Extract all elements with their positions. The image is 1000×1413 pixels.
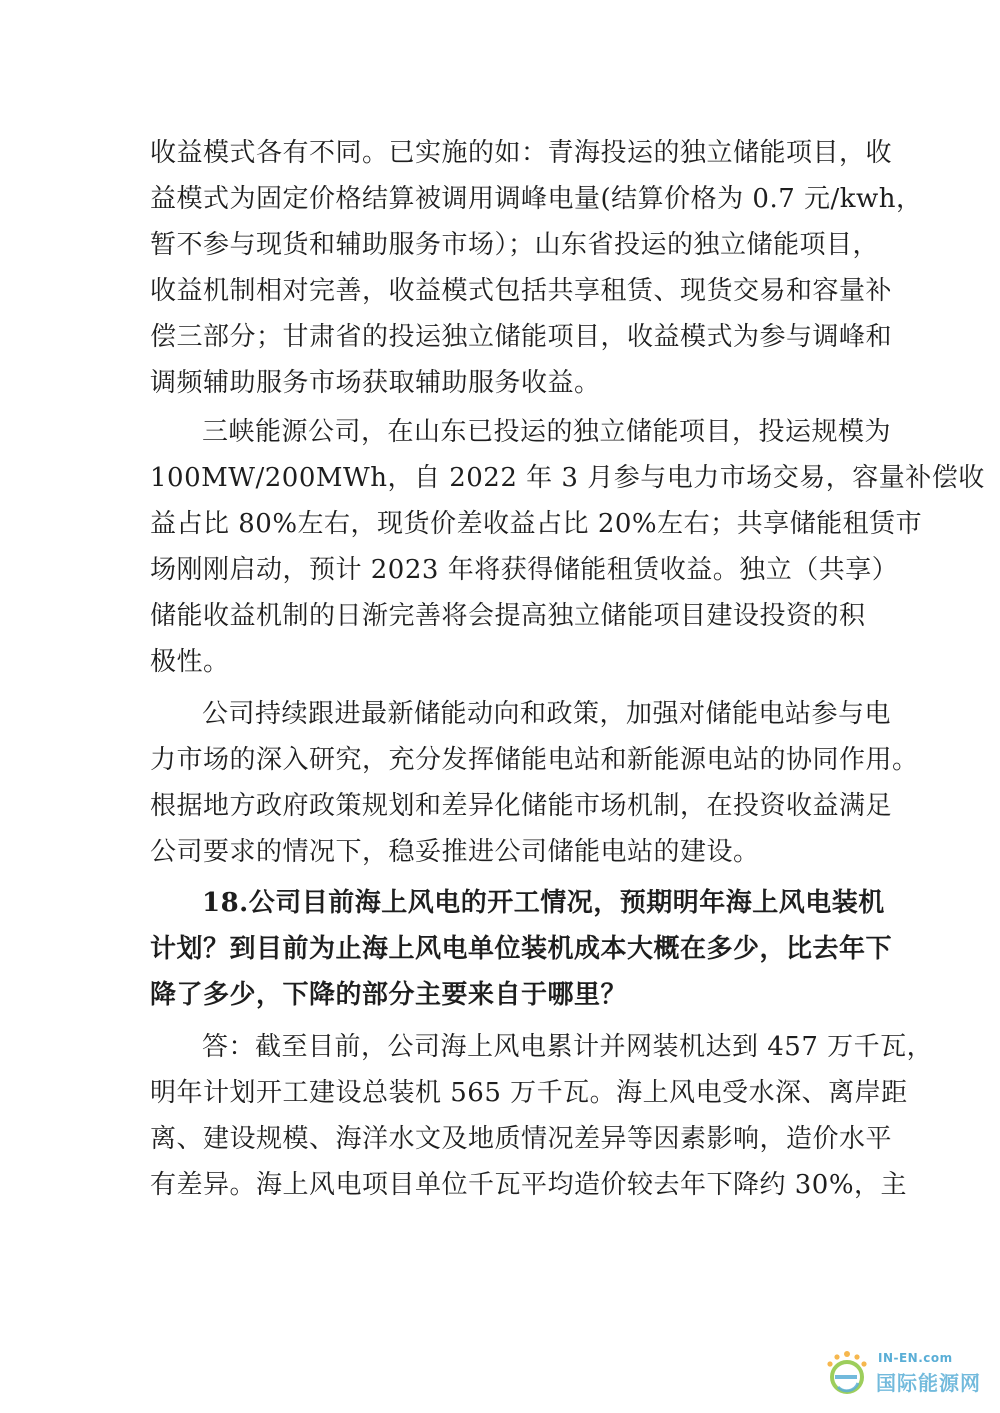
sun-logo-icon [822,1349,872,1399]
text-line: 极性。 [150,647,230,677]
text-line: 100MW/200MWh，自 2022 年 3 月参与电力市场交易，容量补偿收 [150,463,985,493]
question-line: 降了多少，下降的部分主要来自于哪里？ [150,980,628,1010]
text-line: 调频辅助服务市场获取辅助服务收益。 [150,368,601,398]
text-line: 明年计划开工建设总装机 565 万千瓦。海上风电受水深、离岸距 [150,1078,908,1108]
text-line: 根据地方政府政策规划和差异化储能市场机制，在投资收益满足 [150,791,893,821]
text-line: 公司要求的情况下，稳妥推进公司储能电站的建设。 [150,837,760,867]
text-line: 益占比 80%左右，现货价差收益占比 20%左右；共享储能租赁市 [150,509,923,539]
text-line: 收益机制相对完善，收益模式包括共享租赁、现货交易和容量补 [150,276,893,306]
question-line: 18.公司目前海上风电的开工情况，预期明年海上风电装机 [202,888,885,918]
text-line: 离、建设规模、海洋水文及地质情况差异等因素影响，造价水平 [150,1124,893,1154]
watermark [822,1347,982,1403]
text-line: 公司持续跟进最新储能动向和政策，加强对储能电站参与电 [202,699,892,729]
watermark-name: 国际能源网 [876,1371,981,1395]
text-line: 场刚刚启动，预计 2023 年将获得储能租赁收益。独立（共享） [150,555,899,585]
watermark-site: IN-EN.com [878,1351,953,1365]
text-line: 三峡能源公司，在山东已投运的独立储能项目，投运规模为 [202,417,892,447]
text-line: 收益模式各有不同。已实施的如：青海投运的独立储能项目，收 [150,138,893,168]
text-line: 储能收益机制的日渐完善将会提高独立储能项目建设投资的积 [150,601,866,631]
text-line: 暂不参与现货和辅助服务市场）；山东省投运的独立储能项目， [150,230,880,260]
question-line: 计划？到目前为止海上风电单位装机成本大概在多少，比去年下 [150,934,893,964]
text-line: 益模式为固定价格结算被调用调峰电量(结算价格为 0.7 元/kwh， [150,184,923,214]
text-line: 有差异。海上风电项目单位千瓦平均造价较去年下降约 30%，主 [150,1170,908,1200]
text-line: 偿三部分；甘肃省的投运独立储能项目，收益模式为参与调峰和 [150,322,893,352]
text-line: 力市场的深入研究，充分发挥储能电站和新能源电站的协同作用。 [150,745,919,775]
text-line: 答：截至目前，公司海上风电累计并网装机达到 457 万千瓦， [202,1032,934,1062]
